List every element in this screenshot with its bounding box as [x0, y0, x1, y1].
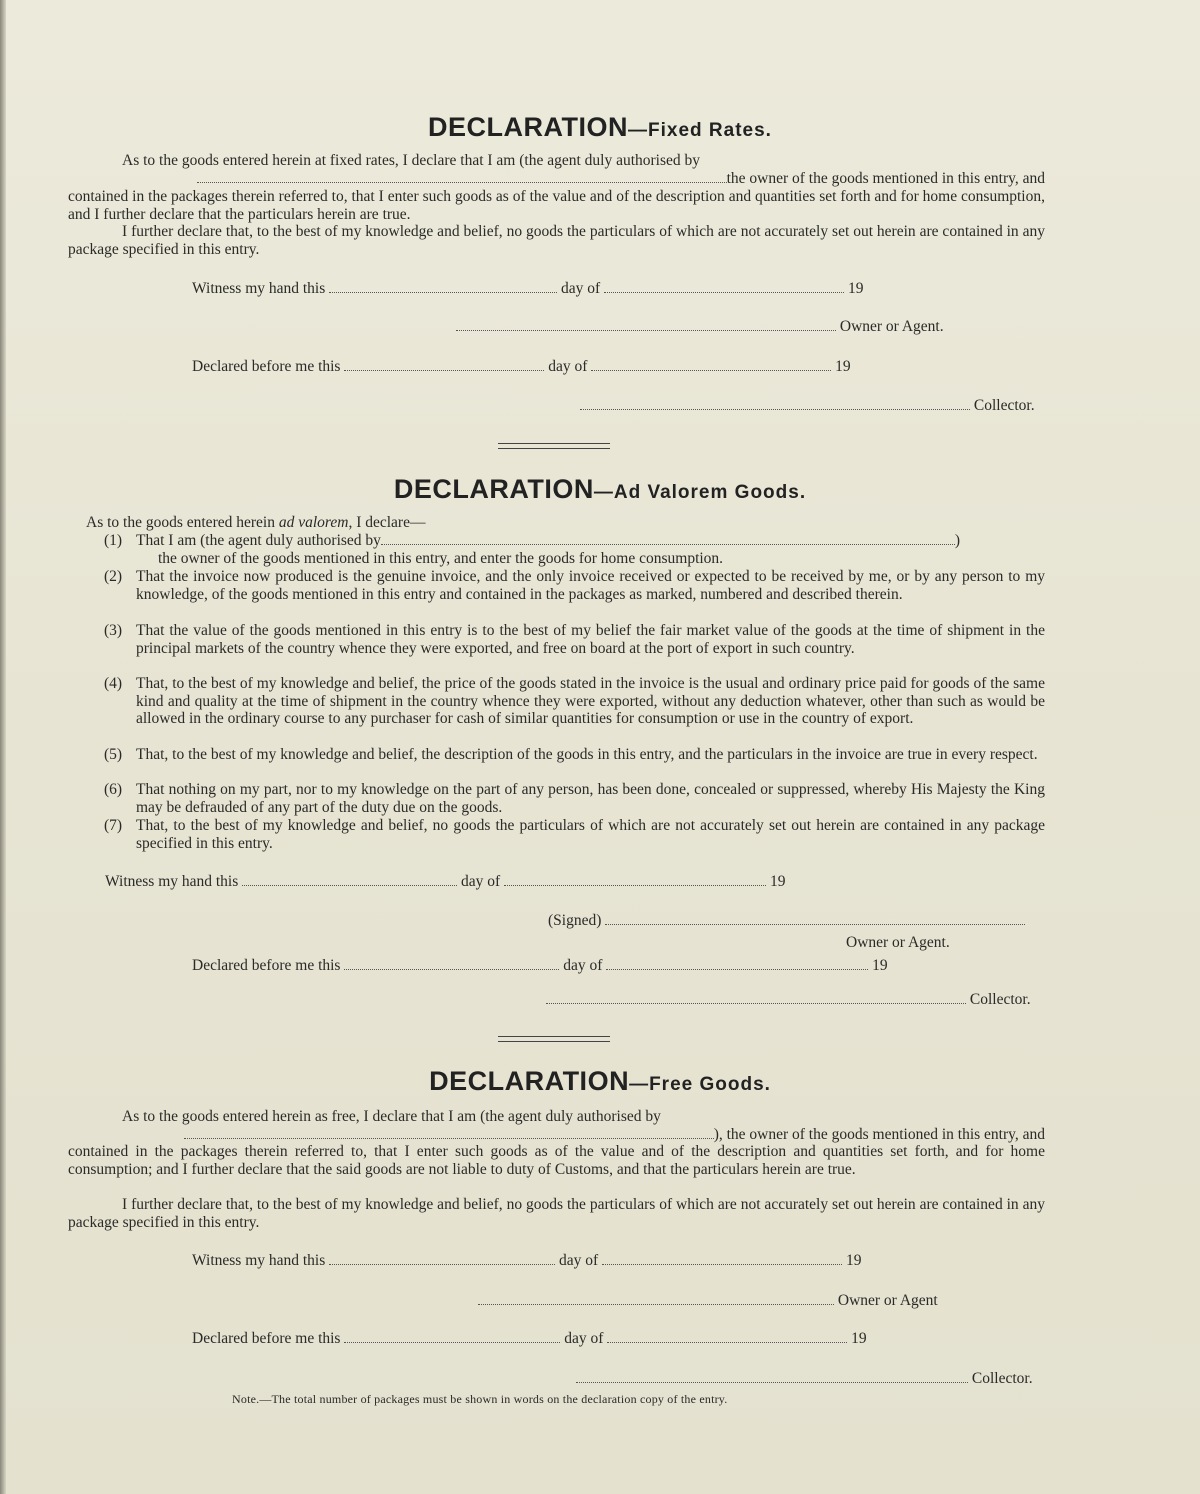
- adv-item-7-text: That, to the best of my knowledge and belief, no goods the particulars of which are not accurately set out herein are contained in any package specified in this entry.: [136, 817, 1045, 852]
- fixed-declared-month-field[interactable]: [591, 358, 831, 371]
- free-para1-rest: contained in the packages therein referred to, that I enter such goods as of the value and of the description and quantities set forth, and for home consumption; and I further declare that the said goods are not liable to duty of Customs, and that the particulars herein are true.: [68, 1143, 1045, 1178]
- fixed-collector-label: Collector.: [973, 397, 1035, 414]
- adv-declared-year-label: 19: [872, 957, 888, 974]
- free-declared-label: Declared before me this: [192, 1330, 341, 1347]
- fixed-para1-start: As to the goods entered herein at fixed rates, I declare that I am (the agent duly authorised by: [122, 152, 701, 169]
- adv-item-1: (1) That I am (the agent duly authorised by ): [104, 532, 961, 549]
- free-goods-heading: [0, 1066, 1200, 1097]
- free-agent-line: [68, 1126, 1045, 1144]
- adv-item-3: [104, 622, 1045, 657]
- adv-item-1-text: That I am (the agent duly authorised by: [136, 532, 381, 549]
- adv-owner-label: Owner or Agent.: [846, 934, 950, 951]
- ad-valorem-heading: [0, 474, 1200, 505]
- adv-item-5: [104, 746, 1045, 764]
- adv-witness-day-field[interactable]: [242, 873, 457, 886]
- fixed-declared-row: [192, 358, 851, 376]
- free-owner-row: [478, 1292, 938, 1310]
- fixed-witness-row: [192, 280, 863, 298]
- fixed-owner-row: [456, 318, 944, 336]
- fixed-paragraph-1-rest: [68, 188, 1045, 224]
- free-paragraph-2: [68, 1196, 1045, 1232]
- adv-item-2-num: (2): [104, 568, 123, 585]
- free-day-of-label: day of: [559, 1252, 599, 1269]
- adv-intro-em: ad valorem: [278, 514, 349, 531]
- adv-year-label: 19: [769, 873, 786, 890]
- adv-declared-month-field[interactable]: [606, 957, 868, 970]
- footer-note: Note.—The total number of packages must be shown in words on the declaration copy of the entry.: [232, 1392, 728, 1406]
- adv-item-3-num: (3): [104, 622, 123, 639]
- fixed-subtitle: —Fixed Rates.: [628, 120, 772, 141]
- free-paragraph-1-rest: [68, 1143, 1045, 1179]
- adv-agent-field[interactable]: [381, 532, 955, 545]
- free-para1-line2: ), the owner of the goods mentioned in this entry, and: [713, 1126, 1045, 1143]
- free-declared-year-label: 19: [851, 1330, 867, 1347]
- adv-declared-label: Declared before me this: [192, 957, 341, 974]
- free-title: DECLARATION: [429, 1066, 630, 1096]
- fixed-agent-line: [68, 170, 1045, 188]
- fixed-declared-day-field[interactable]: [344, 358, 544, 371]
- adv-witness-row: [105, 873, 785, 891]
- adv-item-1-cont-text: the owner of the goods mentioned in this entry, and enter the goods for home consumption.: [158, 550, 724, 567]
- adv-intro: [86, 514, 1063, 532]
- adv-item-7: [104, 817, 1045, 852]
- adv-day-of-label: day of: [461, 873, 501, 890]
- adv-witness-month-field[interactable]: [504, 873, 766, 886]
- free-para2: I further declare that, to the best of my knowledge and belief, no goods the particulars of which are not accurately set out herein are contained in any package specified in this entry.: [68, 1196, 1045, 1231]
- adv-declared-day-of-label: day of: [563, 957, 603, 974]
- free-declared-month-field[interactable]: [607, 1330, 847, 1343]
- adv-item-4-text: That, to the best of my knowledge and belief, the price of the goods stated in the invoice is the usual and ordinary price paid for goods of the same kind and quality at the time of shipment in the country whence they were exported, without any deduction whatever, other than such as would be allowed in the ordinary course to any purchaser for cash of similar quantities for consumption or use in the country of export.: [136, 675, 1045, 727]
- adv-title: DECLARATION: [393, 474, 594, 504]
- adv-item-5-num: (5): [104, 746, 123, 763]
- adv-item-7-num: (7): [104, 817, 123, 834]
- free-witness-row: [192, 1252, 861, 1270]
- free-agent-field[interactable]: [184, 1126, 714, 1139]
- free-collector-label: Collector.: [971, 1370, 1033, 1387]
- fixed-owner-label: Owner or Agent.: [839, 318, 944, 335]
- page-edge: [0, 0, 6, 1494]
- adv-collector-label: Collector.: [969, 991, 1031, 1008]
- section-separator-2: [498, 1036, 610, 1042]
- adv-item-6-num: (6): [104, 781, 123, 798]
- free-declared-day-of-label: day of: [564, 1330, 604, 1347]
- adv-item-4: [104, 675, 1045, 728]
- section-separator-1: [498, 443, 610, 449]
- adv-owner-row: [846, 934, 950, 952]
- fixed-agent-field[interactable]: [197, 170, 727, 183]
- fixed-title: DECLARATION: [428, 112, 629, 142]
- adv-subtitle: —Ad Valorem Goods.: [593, 482, 807, 503]
- free-declared-row: [192, 1330, 867, 1348]
- adv-item-4-num: (4): [104, 675, 123, 692]
- fixed-declared-year-label: 19: [835, 358, 851, 375]
- fixed-paragraph-2: [68, 223, 1045, 259]
- adv-signed-label: (Signed): [548, 912, 602, 929]
- adv-signature-field[interactable]: [605, 912, 1025, 925]
- free-declared-day-field[interactable]: [344, 1330, 560, 1343]
- fixed-para1-line2: the owner of the goods mentioned in this entry, and: [726, 170, 1045, 187]
- fixed-witness-label: Witness my hand this: [192, 280, 326, 297]
- free-subtitle: —Free Goods.: [629, 1074, 771, 1095]
- free-witness-label: Witness my hand this: [192, 1252, 326, 1269]
- adv-intro-a: As to the goods entered herein: [86, 514, 279, 531]
- fixed-year-label: 19: [847, 280, 864, 297]
- adv-item-1-cont: [104, 550, 1045, 568]
- adv-collector-row: [546, 991, 1031, 1009]
- fixed-declared-day-of-label: day of: [548, 358, 588, 375]
- adv-intro-b: , I declare—: [348, 514, 426, 531]
- adv-collector-signature-field[interactable]: [546, 991, 966, 1004]
- adv-item-2: [104, 568, 1045, 603]
- free-witness-month-field[interactable]: [602, 1252, 842, 1265]
- adv-item-6: [104, 781, 1045, 816]
- free-year-label: 19: [845, 1252, 862, 1269]
- adv-item-1-num: (1): [104, 532, 123, 549]
- fixed-para1-rest: contained in the packages therein referred to, that I enter such goods as of the value and of the description and quantities set forth and for home consumption, and I further declare that the particulars herein are true.: [68, 188, 1045, 223]
- fixed-paragraph-1: [68, 152, 1045, 170]
- fixed-owner-signature-field[interactable]: [456, 318, 836, 331]
- adv-witness-label: Witness my hand this: [105, 873, 239, 890]
- free-collector-row: [576, 1370, 1033, 1388]
- fixed-para2: I further declare that, to the best of my knowledge and belief, no goods the particulars of which are not accurately set out herein are contained in any package specified in this entry.: [68, 223, 1045, 258]
- fixed-collector-signature-field[interactable]: [580, 397, 970, 410]
- free-witness-day-field[interactable]: [329, 1252, 555, 1265]
- adv-item-5-text: That, to the best of my knowledge and belief, the description of the goods in this entry, and the particulars in the invoice are true in every respect.: [136, 746, 1038, 763]
- adv-declared-day-field[interactable]: [344, 957, 559, 970]
- fixed-witness-day-field[interactable]: [329, 280, 557, 293]
- fixed-rates-heading: [0, 112, 1200, 143]
- fixed-collector-row: [580, 397, 1035, 415]
- adv-item-6-text: That nothing on my part, nor to my knowledge on the part of any person, has been done, concealed or suppressed, whereby His Majesty the King may be defrauded of any part of the duty due on the goods.: [136, 781, 1045, 816]
- free-owner-signature-field[interactable]: [478, 1292, 834, 1305]
- free-paragraph-1: [68, 1108, 1045, 1126]
- adv-item-2-text: That the invoice now produced is the genuine invoice, and the only invoice received or expected to be received by me, or by any person to my knowledge, of the goods mentioned in this entry and contained in the packages as marked, numbered and described therein.: [136, 568, 1045, 603]
- free-collector-signature-field[interactable]: [576, 1370, 968, 1383]
- adv-signed-row: [548, 912, 1025, 930]
- fixed-witness-month-field[interactable]: [604, 280, 844, 293]
- free-owner-label: Owner or Agent: [837, 1292, 938, 1309]
- free-para1-start: As to the goods entered herein as free, I declare that I am (the agent duly authorised by: [122, 1108, 661, 1125]
- adv-declared-row: [192, 957, 888, 975]
- adv-item-3-text: That the value of the goods mentioned in this entry is to the best of my belief the fair market value of the goods at the time of shipment in the principal markets of the country whence they were exported, and free on board at the port of export in such country.: [136, 622, 1045, 657]
- fixed-declared-label: Declared before me this: [192, 358, 341, 375]
- fixed-day-of-label: day of: [561, 280, 601, 297]
